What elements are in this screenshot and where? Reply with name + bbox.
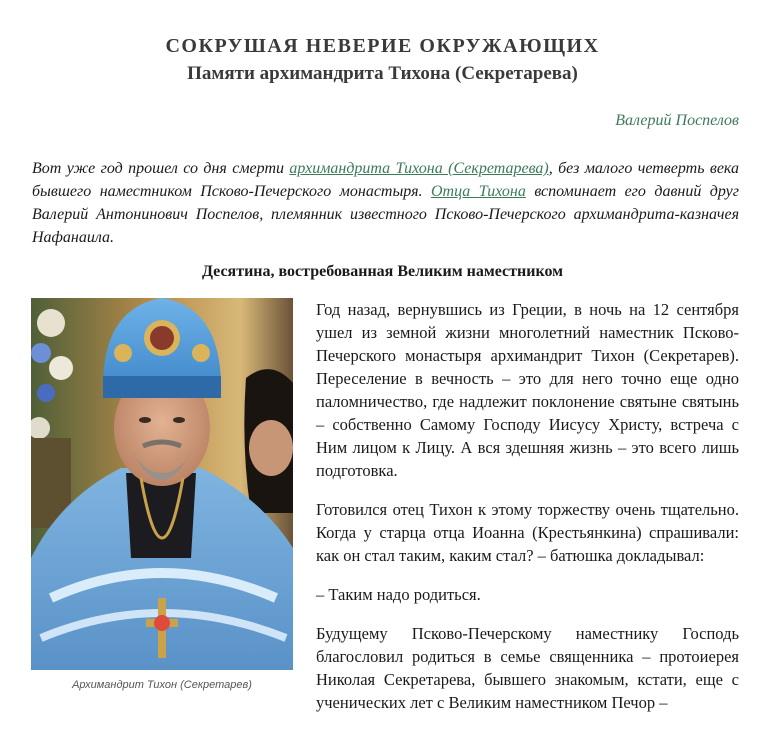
section-heading: Десятина, востребованная Великим наместником <box>201 263 564 280</box>
author-name: Валерий Поспелов <box>615 112 739 129</box>
figure-caption: Архимандрит Тихон (Секретарев) <box>72 679 252 691</box>
intro-text-2: , без малого четверть века бывшего наместником Псково-Печерского монастыря. <box>32 160 740 200</box>
body-paragraph: Будущему Псково-Печерскому наместнику Господь благословил родиться в семье священника – протоиерея Николая Секретарева, бывшего знакомым, кстати, еще с ученических лет с Великим наместником Печор – <box>316 624 739 712</box>
article-body <box>316 298 739 730</box>
article-figure <box>31 298 293 692</box>
body-paragraph: Год назад, вернувшись из Греции, в ночь на 12 сентября ушел из земной жизни многолетний наместник Псково-Печерского монастыря архимандрит Тихон (Секретарев). Переселение в вечность – это для него точно еще одно паломничество, где надлежит поклонение святыне святынь – собственно Самому Господу Иисусу Христу, встреча с Ним лицом к Лицу. А вся здешняя жизнь – это всего лишь подготовка. <box>316 300 739 480</box>
body-paragraph: Готовился отец Тихон к этому торжеству очень тщательно. Когда у старца отца Иоанна (Крестьянкина) спрашивали: как он стал таким, каким стал? – батюшка докладывал: <box>316 500 739 565</box>
link-archimandrite-tikhon[interactable]: архимандрита Тихона (Секретарева) <box>289 160 549 177</box>
article-subtitle: Памяти архимандрита Тихона (Секретарева) <box>187 63 578 84</box>
article-title: СОКРУШАЯ НЕВЕРИЕ ОКРУЖАЮЩИХ <box>165 35 600 57</box>
link-father-tikhon[interactable]: Отца Тихона <box>430 183 526 200</box>
body-paragraph: – Таким надо родиться. <box>316 585 481 604</box>
portrait-photo <box>31 298 293 670</box>
intro-text-1: Вот уже год прошел со дня смерти <box>32 160 290 177</box>
intro-paragraph <box>32 157 739 249</box>
intro-text-3: вспоминает его давний друг Валерий Антонинович Поспелов, племянник известного Псково-Печерского архимандрита-казначея Нафанаила. <box>32 183 739 246</box>
